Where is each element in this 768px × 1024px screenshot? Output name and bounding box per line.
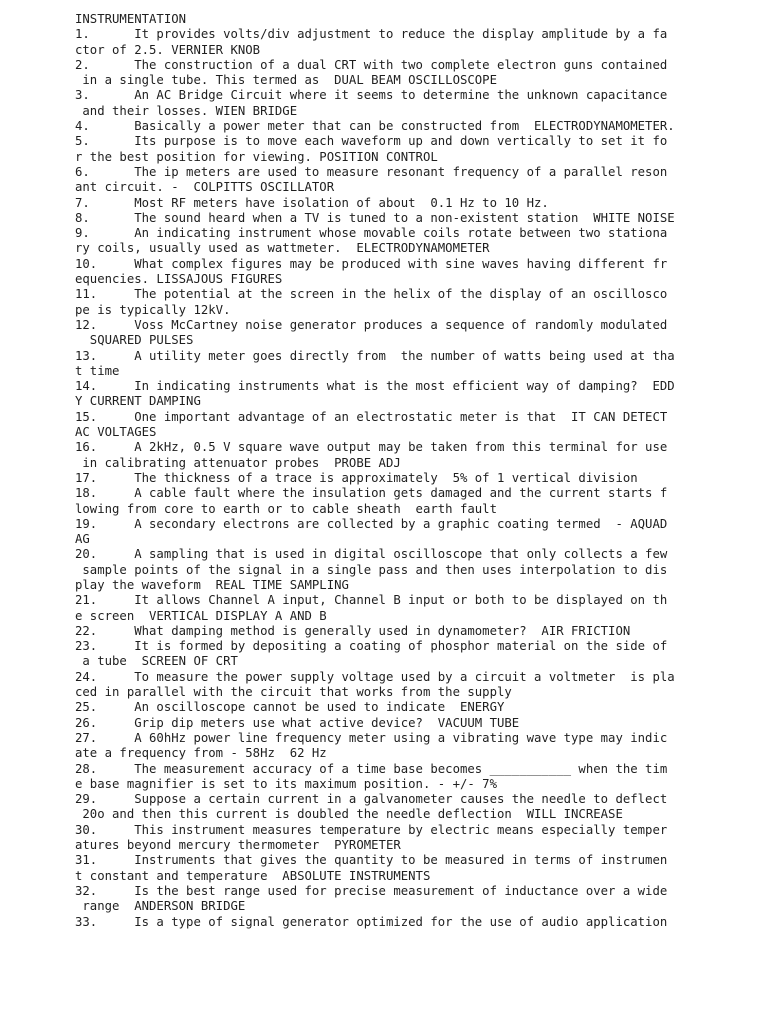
document-line: 19. A secondary electrons are collected by a graphic coating termed - AQUAD: [75, 516, 668, 531]
document-line: 16. A 2kHz, 0.5 V square wave output may be taken from this terminal for use: [75, 440, 668, 455]
document-line: sample points of the signal in a single pass and then uses interpolation to dis: [75, 562, 668, 577]
document-line: Y CURRENT DAMPING: [75, 394, 201, 409]
document-line: lowing from core to earth or to cable sheath earth fault: [75, 501, 497, 516]
document-line: AC VOLTAGES: [75, 425, 157, 440]
document-line: 4. Basically a power meter that can be constructed from ELECTRODYNAMOMETER.: [75, 119, 675, 134]
document-line: 6. The ip meters are used to measure resonant frequency of a parallel reson: [75, 164, 668, 179]
document-line: 21. It allows Channel A input, Channel B input or both to be displayed on th: [75, 593, 668, 608]
document-line: ry coils, usually used as wattmeter. ELECTRODYNAMOMETER: [75, 241, 490, 256]
document-line: 32. Is the best range used for precise measurement of inductance over a wide: [75, 883, 668, 898]
document-line: 18. A cable fault where the insulation gets damaged and the current starts f: [75, 486, 668, 501]
document-line: e screen VERTICAL DISPLAY A AND B: [75, 608, 327, 623]
document-line: 7. Most RF meters have isolation of about 0.1 Hz to 10 Hz.: [75, 195, 549, 210]
document-line: 29. Suppose a certain current in a galvanometer causes the needle to deflect: [75, 792, 668, 807]
document-line: 28. The measurement accuracy of a time base becomes ___________ when the tim: [75, 761, 668, 776]
document-line: ced in parallel with the circuit that works from the supply: [75, 685, 512, 700]
document-line: 14. In indicating instruments what is the most efficient way of damping? EDD: [75, 379, 675, 394]
document-line: 2. The construction of a dual CRT with two complete electron guns contained: [75, 57, 668, 72]
document-line: 17. The thickness of a trace is approximately 5% of 1 vertical division: [75, 470, 638, 485]
document-line: 12. Voss McCartney noise generator produces a sequence of randomly modulated: [75, 317, 668, 332]
document-line: pe is typically 12kV.: [75, 302, 231, 317]
document-line: 26. Grip dip meters use what active device? VACUUM TUBE: [75, 715, 520, 730]
document-body: [75, 27, 768, 930]
document-line: 30. This instrument measures temperature by electric means especially temper: [75, 822, 668, 837]
document-line: 11. The potential at the screen in the helix of the display of an oscillosco: [75, 287, 668, 302]
document-line: in a single tube. This termed as DUAL BEAM OSCILLOSCOPE: [75, 73, 497, 88]
document-line: 3. An AC Bridge Circuit where it seems to determine the unknown capacitance: [75, 88, 668, 103]
document-line: 31. Instruments that gives the quantity to be measured in terms of instrumen: [75, 853, 668, 868]
document-line: 5. Its purpose is to move each waveform up and down vertically to set it fo: [75, 134, 668, 149]
document-line: 9. An indicating instrument whose movable coils rotate between two stationa: [75, 226, 668, 241]
document-line: 20. A sampling that is used in digital oscilloscope that only collects a few: [75, 547, 668, 562]
document-line: ant circuit. - COLPITTS OSCILLATOR: [75, 180, 335, 195]
document-line: 22. What damping method is generally used in dynamometer? AIR FRICTION: [75, 623, 631, 638]
document-line: equencies. LISSAJOUS FIGURES: [75, 272, 283, 287]
document-line: 24. To measure the power supply voltage used by a circuit a voltmeter is pla: [75, 669, 675, 684]
document-line: e base magnifier is set to its maximum position. - +/- 7%: [75, 776, 497, 791]
document-line: play the waveform REAL TIME SAMPLING: [75, 577, 349, 592]
document-line: 13. A utility meter goes directly from the number of watts being used at tha: [75, 348, 675, 363]
document-line: range ANDERSON BRIDGE: [75, 899, 246, 914]
document-line: 25. An oscilloscope cannot be used to indicate ENERGY: [75, 700, 505, 715]
document-line: SQUARED PULSES: [75, 333, 194, 348]
document-line: 15. One important advantage of an electrostatic meter is that IT CAN DETECT: [75, 409, 668, 424]
document-line: and their losses. WIEN BRIDGE: [75, 103, 298, 118]
document-line: 10. What complex figures may be produced with sine waves having different fr: [75, 256, 668, 271]
document-line: r the best position for viewing. POSITION CONTROL: [75, 149, 438, 164]
document-line: t constant and temperature ABSOLUTE INSTRUMENTS: [75, 868, 431, 883]
document-line: 33. Is a type of signal generator optimized for the use of audio application: [75, 914, 668, 929]
document-line: 27. A 60hHz power line frequency meter using a vibrating wave type may indic: [75, 730, 668, 745]
document-line: in calibrating attenuator probes PROBE ADJ: [75, 455, 401, 470]
document-line: 23. It is formed by depositing a coating of phosphor material on the side of: [75, 639, 668, 654]
document-line: 20o and then this current is doubled the needle deflection WILL INCREASE: [75, 807, 623, 822]
document-title: INSTRUMENTATION: [75, 12, 187, 26]
document-line: t time: [75, 363, 120, 378]
document-line: 8. The sound heard when a TV is tuned to a non-existent station WHITE NOISE: [75, 210, 675, 225]
document-line: a tube SCREEN OF CRT: [75, 654, 238, 669]
document-line: ctor of 2.5. VERNIER KNOB: [75, 42, 261, 57]
document-line: atures beyond mercury thermometer PYROMETER: [75, 838, 401, 853]
document-line: ate a frequency from - 58Hz 62 Hz: [75, 746, 327, 761]
document-line: 1. It provides volts/div adjustment to reduce the display amplitude by a fa: [75, 27, 668, 42]
document-line: AG: [75, 532, 90, 547]
